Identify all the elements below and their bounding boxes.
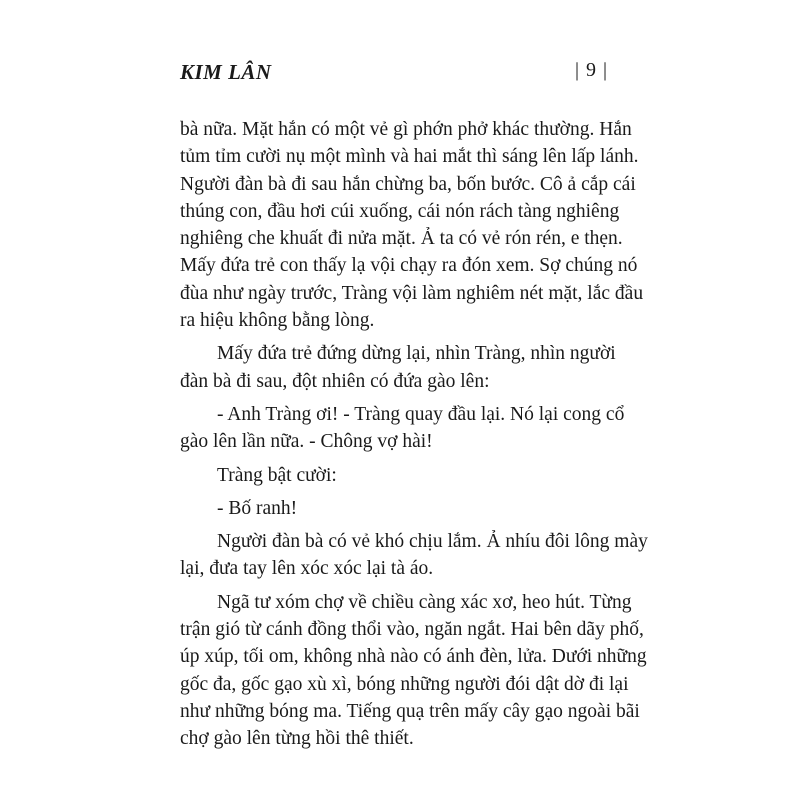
text-line: ra hiệu không bằng lòng. (180, 310, 375, 332)
paragraph (180, 116, 644, 334)
paragraph (180, 340, 616, 395)
text-line: đàn bà đi sau, đột nhiên có đứa gào lên: (180, 370, 490, 392)
text-line: trận gió từ cánh đồng thổi vào, ngăn ngắt. Hai bên dãy phố, (180, 619, 644, 641)
text-line: úp xúp, tối om, không nhà nào có ánh đèn, lửa. Dưới những (180, 646, 647, 668)
text-line: chợ gào lên từng hồi thê thiết. (180, 728, 414, 750)
paragraph (180, 462, 610, 489)
text-line: thúng con, đầu hơi cúi xuống, cái nón rách tàng nghiêng (180, 200, 620, 222)
text-line: Tràng bật cười: (217, 464, 337, 486)
paragraph (180, 401, 625, 456)
text-line: bà nữa. Mặt hắn có một vẻ gì phớn phở khác thường. Hắn (180, 119, 632, 140)
text-line: Người đàn bà có vẻ khó chịu lắm. Ả nhíu đôi lông mày (217, 531, 648, 553)
text-line: Ngã tư xóm chợ về chiều càng xác xơ, heo hút. Từng (217, 591, 632, 613)
page-number: | 9 | (574, 59, 608, 81)
text-line: lại, đưa tay lên xóc xóc lại tà áo. (180, 558, 434, 580)
text-line: Người đàn bà đi sau hắn chừng ba, bốn bước. Cô ả cắp cái (180, 173, 636, 195)
paragraph (180, 589, 647, 753)
text-line: gào lên lần nữa. - Chông vợ hài! (180, 431, 433, 453)
text-line: như những bóng ma. Tiếng quạ trên mấy cây gạo ngoài bãi (180, 700, 640, 722)
paragraph (180, 495, 610, 522)
body-text (180, 116, 648, 759)
text-line: - Bố ranh! (217, 497, 298, 519)
paragraph (180, 528, 648, 583)
text-line: gốc đa, gốc gạo xù xì, bóng những người đói dật dờ đi lại (180, 673, 629, 695)
text-line: Mấy đứa trẻ con thấy lạ vội chạy ra đón xem. Sợ chúng nó (180, 255, 638, 277)
text-line: đùa như ngày trước, Tràng vội làm nghiêm nét mặt, lắc đầu (180, 282, 644, 304)
text-line: nghiêng che khuất đi nửa mặt. Ả ta có vẻ rón rén, e thẹn. (180, 228, 623, 250)
text-line: - Anh Tràng ơi! - Tràng quay đầu lại. Nó lại cong cổ (217, 403, 625, 425)
text-line: tủm tỉm cười nụ một mình và hai mắt thì sáng lên lấp lánh. (180, 146, 639, 168)
author-running-head: KIM LÂN (180, 60, 272, 84)
text-line: Mấy đứa trẻ đứng dừng lại, nhìn Tràng, nhìn người (217, 343, 616, 365)
